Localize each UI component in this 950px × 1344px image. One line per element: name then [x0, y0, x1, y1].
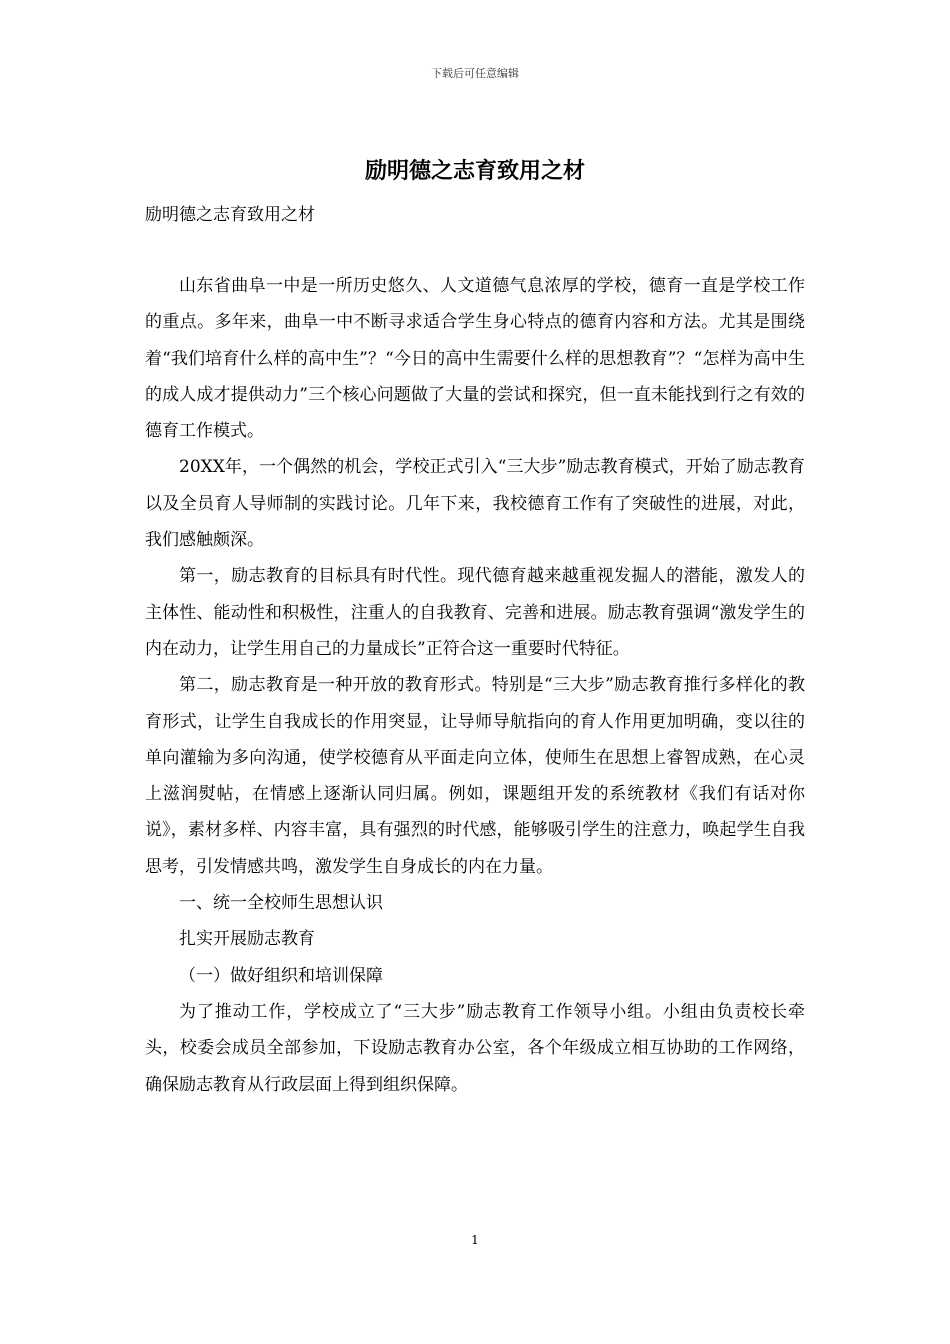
- subsection-heading-1: （一）做好组织和培训保障: [179, 965, 383, 986]
- document-subtitle: 励明德之志育致用之材: [145, 205, 315, 225]
- section-heading-1-continued: 扎实开展励志教育: [179, 929, 315, 950]
- page-number: 1: [471, 1233, 479, 1247]
- section-heading-1: 一、统一全校师生思想认识: [179, 893, 383, 914]
- paragraph-point-two: 第二，励志教育是一种开放的教育形式。特别是“三大步”励志教育推行多样化的教育形式，让学生自我成长的作用突显，让导师导航指向的育人作用更加明确，变以往的单向灌输为多向沟通，使学校德育从平面走向立体，使师生在思想上睿智成熟，在心灵上滋润熨帖，在情感上逐渐认同归属。例如，课题组开发的系统教材《我们有话对你说》，素材多样、内容丰富，具有强烈的时代感，能够吸引学生的注意力，唤起学生自我思考，引发情感共鸣，激发学生自身成长的内在力量。: [145, 675, 805, 877]
- paragraph-organization: 为了推动工作，学校成立了“三大步”励志教育工作领导小组。小组由负责校长牵头，校委会成员全部参加，下设励志教育办公室，各个年级成立相互协助的工作网络，确保励志教育从行政层面上得到组织保障。: [145, 1001, 805, 1095]
- paragraph-adoption: 20XX年，一个偶然的机会，学校正式引入“三大步”励志教育模式，开始了励志教育以及全员育人导师制的实践讨论。几年下来，我校德育工作有了突破性的进展，对此，我们感触颇深。: [145, 457, 805, 551]
- paragraph-intro: 山东省曲阜一中是一所历史悠久、人文道德气息浓厚的学校，德育一直是学校工作的重点。多年来，曲阜一中不断寻求适合学生身心特点的德育内容和方法。尤其是围绕着“我们培育什么样的高中生”？“今日的高中生需要什么样的思想教育”？“怎样为高中生的成人成才提供动力”三个核心问题做了大量的尝试和探究，但一直未能找到行之有效的德育工作模式。: [145, 276, 805, 442]
- document-body: [145, 268, 805, 1103]
- document-title: 励明德之志育致用之材: [364, 158, 585, 184]
- page-header-note: 下载后可任意编辑: [431, 67, 519, 80]
- paragraph-point-one: 第一，励志教育的目标具有时代性。现代德育越来越重视发掘人的潜能，激发人的主体性、能动性和积极性，注重人的自我教育、完善和进展。励志教育强调“激发学生的内在动力，让学生用自己的力量成长”正符合这一重要时代特征。: [145, 566, 805, 659]
